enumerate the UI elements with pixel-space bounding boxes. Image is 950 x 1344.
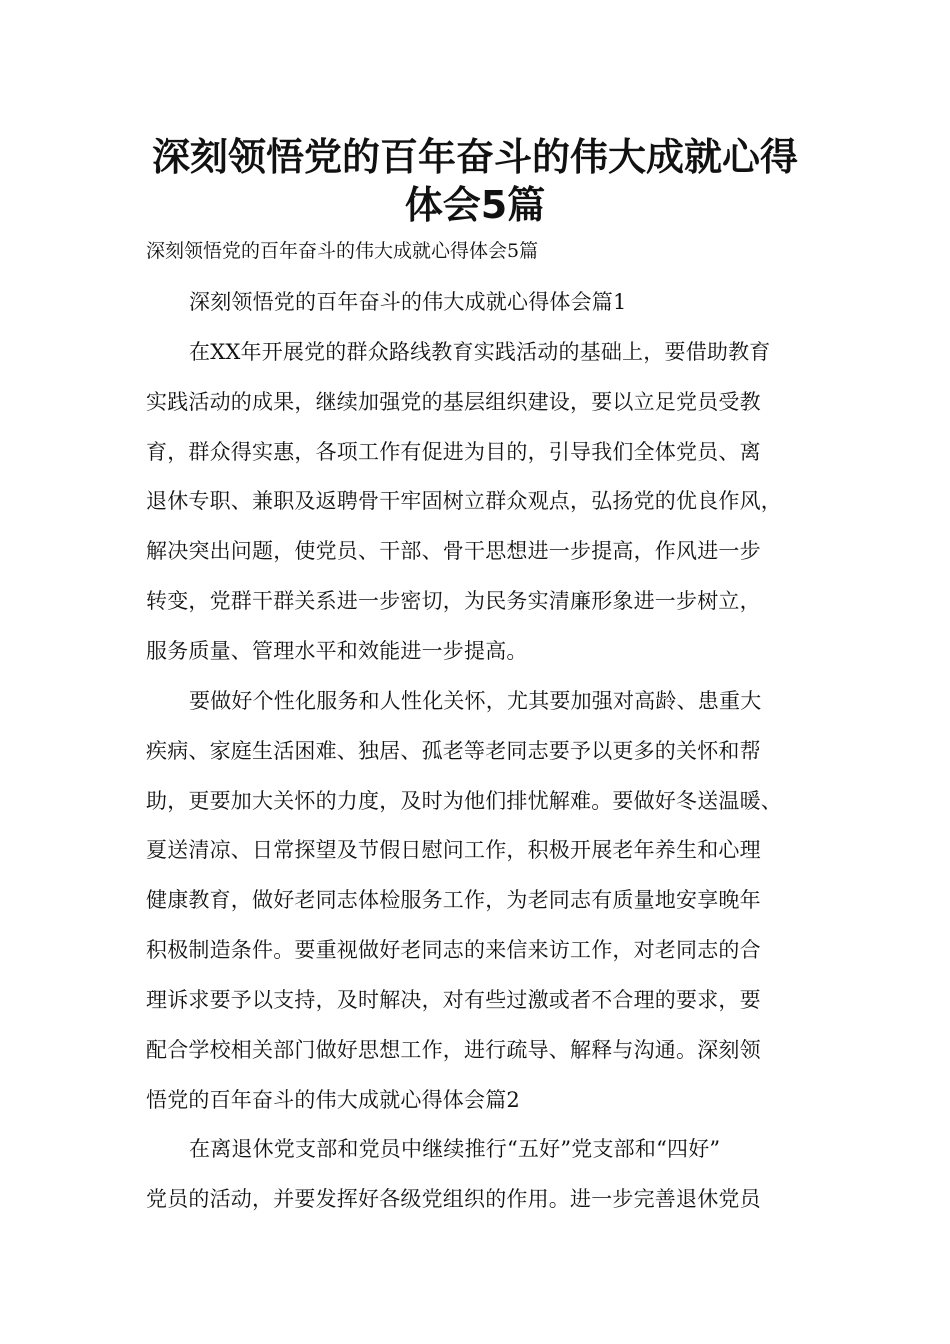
- paragraph-2-line-7: 理诉求要予以支持，及时解决，对有些过激或者不合理的要求，要: [146, 988, 761, 1012]
- paragraph-1-line-7: 服务质量、管理水平和效能进一步提高。: [146, 639, 528, 663]
- paragraph-2-line-3: 助，更要加大关怀的力度，及时为他们排忧解难。要做好冬送温暖、: [146, 789, 782, 813]
- paragraph-2-line-6: 积极制造条件。要重视做好老同志的来信来访工作，对老同志的合: [146, 938, 761, 962]
- paragraph-2-line-5: 健康教育，做好老同志体检服务工作，为老同志有质量地安享晚年: [146, 888, 761, 912]
- paragraph-1-line-1: 在XX年开展党的群众路线教育实践活动的基础上，要借助教育: [189, 340, 771, 364]
- document-title-line-2: 体会5篇: [404, 183, 546, 227]
- paragraph-2-line-1: 要做好个性化服务和人性化关怀，尤其要加强对高龄、患重大: [189, 689, 762, 713]
- paragraph-1-line-5: 解决突出问题，使党员、干部、骨干思想进一步提高，作风进一步: [146, 539, 761, 563]
- document-title-line-1: 深刻领悟党的百年奋斗的伟大成就心得: [151, 135, 798, 179]
- paragraph-2-line-2: 疾病、家庭生活困难、独居、孤老等老同志要予以更多的关怀和帮: [146, 739, 761, 763]
- paragraph-2-line-4: 夏送清凉、日常探望及节假日慰问工作，积极开展老年养生和心理: [146, 838, 761, 862]
- paragraph-1-line-4: 退休专职、兼职及返聘骨干牢固树立群众观点，弘扬党的优良作风，: [146, 489, 782, 513]
- paragraph-3-line-1: 在离退休党支部和党员中继续推行“五好”党支部和“四好”: [189, 1137, 721, 1161]
- paragraph-1-line-3: 育，群众得实惠，各项工作有促进为目的，引导我们全体党员、离: [146, 440, 761, 464]
- document-subtitle: 深刻领悟党的百年奋斗的伟大成就心得体会5篇: [146, 240, 539, 262]
- paragraph-2-line-9: 悟党的百年奋斗的伟大成就心得体会篇2: [146, 1088, 520, 1112]
- paragraph-1-line-2: 实践活动的成果，继续加强党的基层组织建设，要以立足党员受教: [146, 390, 761, 414]
- section-heading-1: 深刻领悟党的百年奋斗的伟大成就心得体会篇1: [189, 290, 627, 314]
- paragraph-2-line-8: 配合学校相关部门做好思想工作，进行疏导、解释与沟通。深刻领: [146, 1038, 761, 1062]
- paragraph-3-line-2: 党员的活动，并要发挥好各级党组织的作用。进一步完善退休党员: [146, 1187, 761, 1211]
- paragraph-1-line-6: 转变，党群干群关系进一步密切，为民务实清廉形象进一步树立，: [146, 589, 761, 613]
